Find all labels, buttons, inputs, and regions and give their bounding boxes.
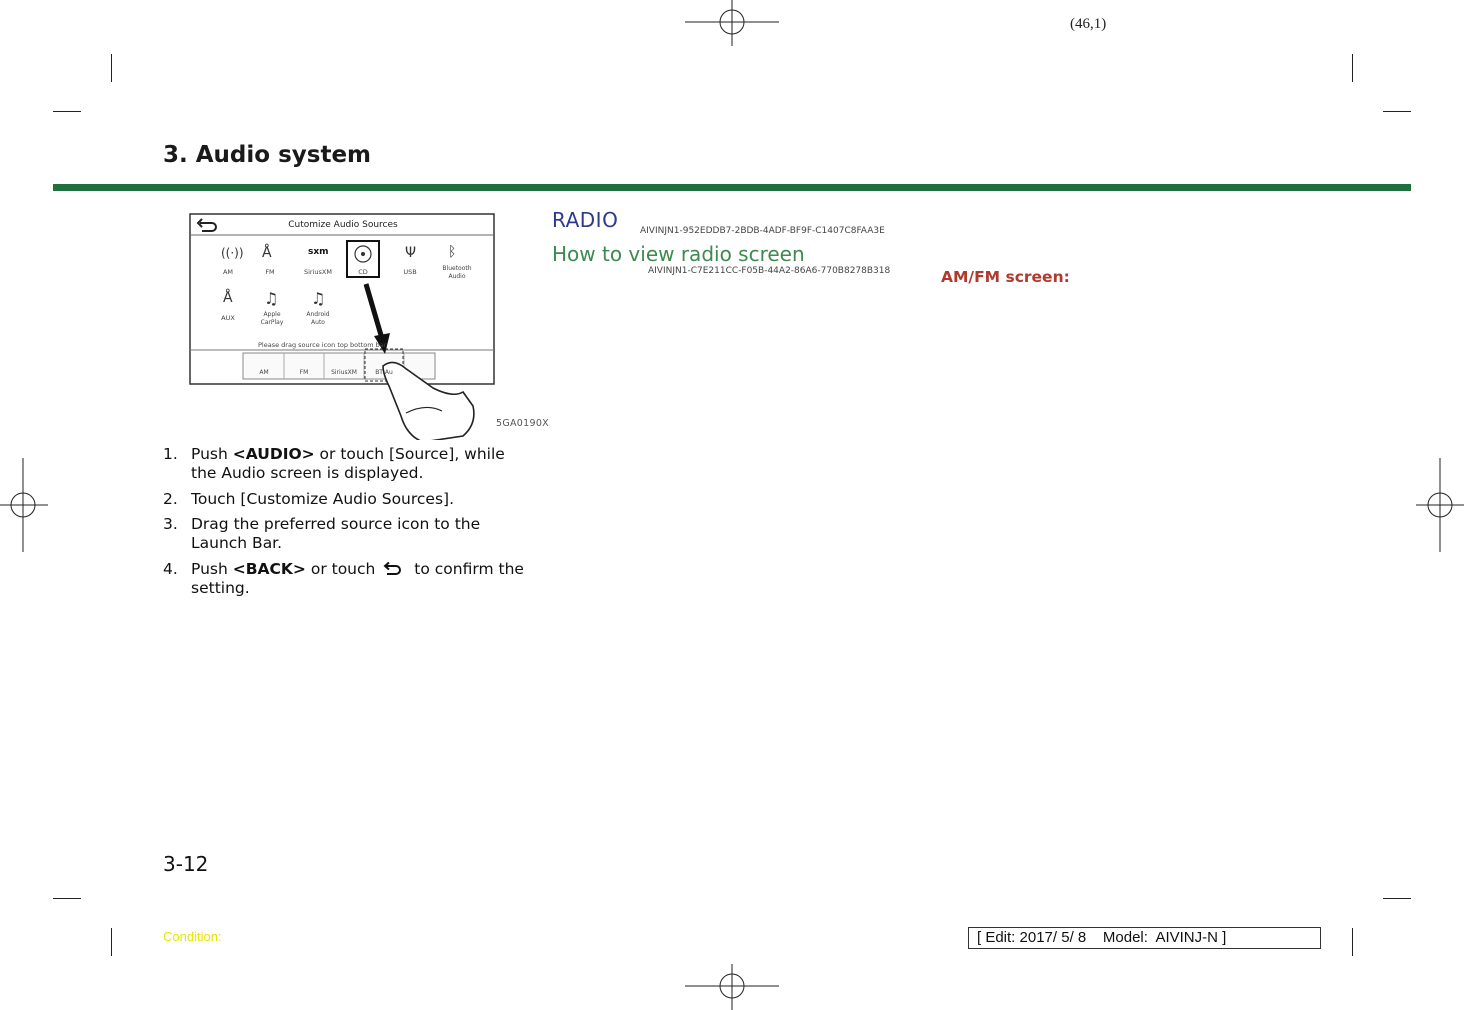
- condition-label: Condition:: [163, 929, 222, 944]
- step-number: 4.: [163, 559, 178, 578]
- drag-hint: Please drag source icon top bottom bar: [258, 341, 387, 349]
- step-number: 3.: [163, 515, 178, 533]
- step-item: [163, 445, 528, 483]
- launch-bar-am: AM: [259, 369, 269, 376]
- view-radio-heading: How to view radio screen: [552, 242, 805, 266]
- step-text: to confirm the setting.: [191, 559, 524, 597]
- source-label-apple-carplay: Apple CarPlay: [260, 311, 284, 326]
- step-text: or touch [Source], while the Audio screen is displayed.: [191, 445, 505, 482]
- registration-mark-top: [685, 0, 779, 46]
- step-item: [163, 490, 528, 509]
- bluetooth-icon: ᛒ: [448, 244, 457, 260]
- registration-mark-right: [1416, 458, 1464, 552]
- launch-bar-fm: FM: [299, 369, 309, 376]
- registration-mark-left: [0, 458, 48, 552]
- source-label-usb: USB: [403, 268, 417, 276]
- fm-icon: Å: [262, 245, 272, 261]
- figure-screen-title: Cutomize Audio Sources: [288, 220, 398, 230]
- step-text: Touch [Customize Audio Sources].: [191, 489, 455, 508]
- launch-bar-bt: BT Au: [375, 369, 393, 376]
- source-label-aux: AUX: [221, 314, 235, 322]
- customize-audio-sources-figure: [178, 208, 548, 440]
- source-label-am: AM: [222, 268, 234, 276]
- source-label-bluetooth: Bluetooth Audio: [442, 265, 472, 280]
- source-label-android-auto: Android Auto: [306, 311, 330, 326]
- usb-icon: Ψ: [405, 245, 417, 261]
- source-label-siriusxm: SiriusXM: [304, 268, 332, 276]
- am-icon: ((·)): [221, 246, 244, 260]
- step-number: 1.: [163, 445, 178, 463]
- radio-doc-code: AIVINJN1-952EDDB7-2BDB-4ADF-BF9F-C1407C8FAA3E: [640, 226, 885, 236]
- key-label: <BACK>: [232, 559, 306, 578]
- section-title: 3. Audio system: [163, 142, 372, 168]
- figure-caption: 5GA0190X: [496, 418, 549, 429]
- page-number: 3-12: [163, 852, 209, 876]
- launch-bar-siriusxm: SiriusXM: [331, 369, 357, 376]
- view-radio-doc-code: AIVINJN1-C7E211CC-F05B-44A2-86A6-770B8278B318: [648, 266, 891, 276]
- step-item: [163, 560, 528, 598]
- music-note-icon: ♫: [311, 289, 326, 308]
- sxm-logo: sxm: [308, 247, 329, 257]
- step-item: [163, 515, 528, 553]
- source-label-fm: FM: [265, 268, 275, 276]
- key-label: <AUDIO>: [232, 445, 315, 463]
- music-note-icon: ♫: [264, 289, 279, 308]
- page-id: (46,1): [1070, 16, 1107, 32]
- figure-screen-frame: [178, 208, 548, 440]
- radio-heading: RADIO: [552, 208, 619, 232]
- step-number: 2.: [163, 489, 178, 508]
- aux-icon: Å: [223, 290, 233, 306]
- step-text: Push: [191, 559, 233, 578]
- step-text: or touch: [305, 559, 376, 578]
- steps-list: [163, 445, 528, 604]
- registration-mark-bottom: [685, 964, 779, 1010]
- edit-info-box: [ Edit: 2017/ 5/ 8 Model: AIVINJ-N ]: [968, 927, 1321, 949]
- source-label-cd: CD: [358, 268, 368, 276]
- back-icon: [381, 562, 403, 576]
- step-text: Drag the preferred source icon to the Launch Bar.: [191, 515, 481, 552]
- step-text: Push: [191, 445, 233, 463]
- amfm-screen-label: AM/FM screen:: [941, 268, 1070, 286]
- section-divider: [53, 184, 1411, 191]
